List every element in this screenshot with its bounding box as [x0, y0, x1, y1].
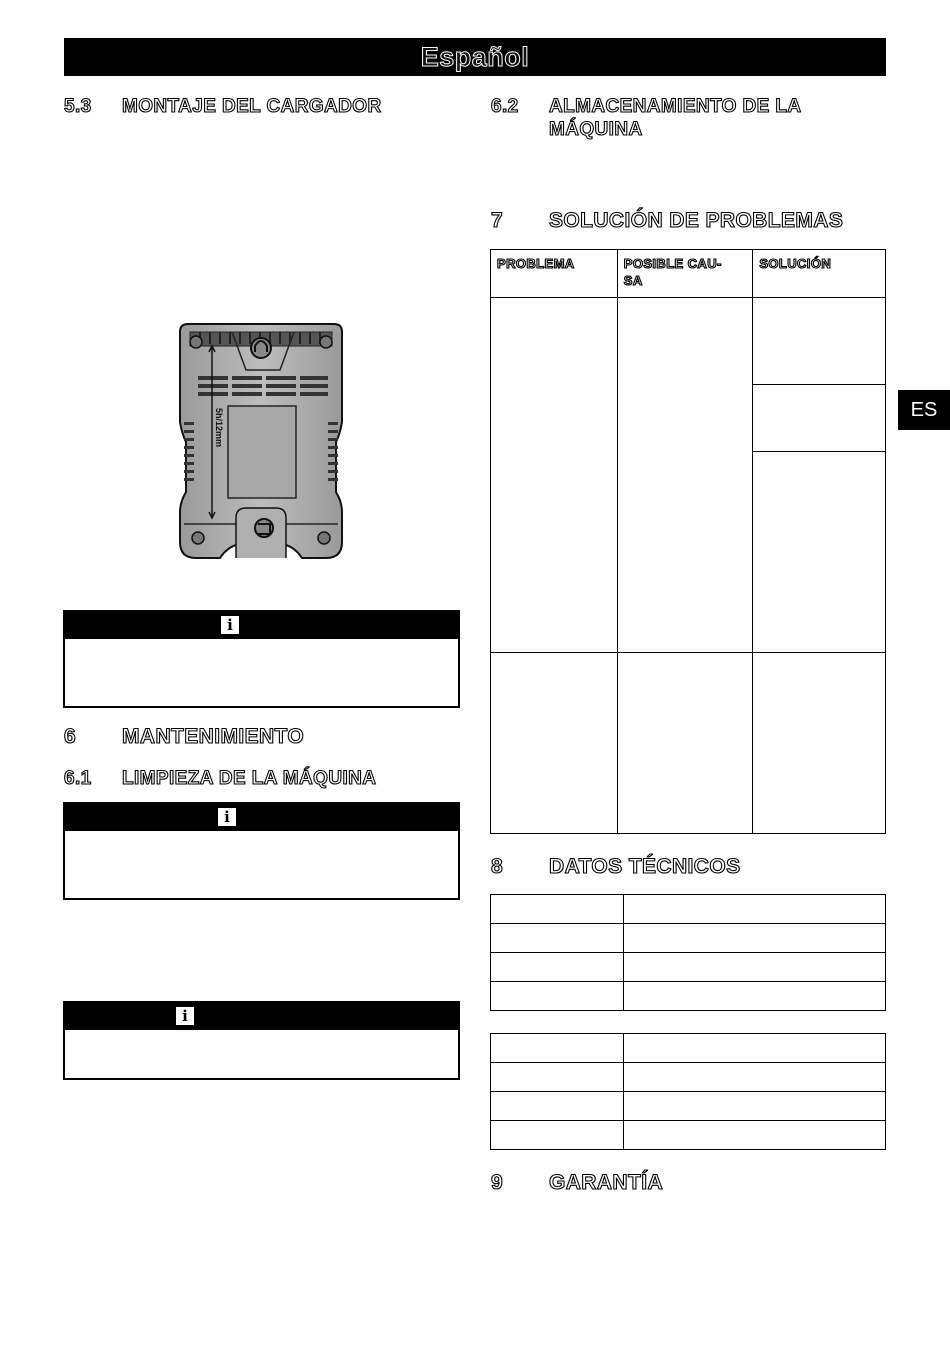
- section-heading-8: [491, 854, 886, 880]
- header-text: PROBLEMA: [497, 256, 575, 271]
- language-header-bar: [64, 38, 886, 76]
- section-title: LIMPIEZA DE LA MÁQUINA: [122, 768, 377, 789]
- language-title: Español: [420, 41, 530, 72]
- table-cell: [753, 385, 886, 452]
- language-side-tab: [898, 390, 950, 430]
- table-row: [491, 653, 886, 834]
- table-cell: [491, 982, 624, 1011]
- table-row: [491, 895, 886, 924]
- charger-illustration: [176, 322, 346, 562]
- notice-box: [63, 802, 460, 900]
- language-tab-label: ES: [910, 398, 938, 421]
- notice-header-bar: [65, 612, 458, 639]
- table-row: [491, 298, 886, 385]
- notice-box: [63, 610, 460, 708]
- table-cell: [623, 1092, 885, 1121]
- section-title: GARANTÍA: [549, 1171, 664, 1194]
- header-text: SOLUCIÓN: [759, 256, 832, 271]
- notice-header-bar: [65, 804, 458, 831]
- table-row: [491, 1034, 886, 1063]
- table-row: [491, 953, 886, 982]
- section-title-line1: ALMACENAMIENTO DE LA: [549, 96, 802, 117]
- section-number: 6.2: [491, 96, 519, 117]
- table-cell: [491, 653, 618, 834]
- section-title: DATOS TÉCNICOS: [549, 855, 741, 878]
- table-cell: [753, 452, 886, 653]
- table-cell: [623, 982, 885, 1011]
- section-number: 5.3: [64, 96, 92, 117]
- table-cell: [753, 653, 886, 834]
- table-header-solution: [753, 250, 886, 298]
- table-header-cause: [617, 250, 753, 298]
- table-row: [491, 982, 886, 1011]
- section-heading-6-2: [491, 95, 886, 143]
- header-text: POSIBLE CAU-: [623, 256, 722, 271]
- section-title: MONTAJE DEL CARGADOR: [122, 96, 382, 117]
- table-cell: [491, 1034, 624, 1063]
- charger-dimension-label: 5h/12mm: [214, 408, 224, 448]
- notice-box: [63, 1001, 460, 1080]
- header-text: SA: [623, 273, 643, 288]
- section-heading-6-1: [64, 767, 464, 791]
- table-row: [491, 924, 886, 953]
- info-icon: i: [176, 1007, 194, 1025]
- section-number: 6.1: [64, 768, 92, 789]
- table-cell: [623, 895, 885, 924]
- section-number: 8: [491, 855, 504, 878]
- table-header-row: [491, 250, 886, 298]
- section-title-line2: MÁQUINA: [549, 119, 643, 140]
- section-heading-9: [491, 1170, 886, 1196]
- section-number: 7: [491, 209, 504, 232]
- table-cell: [623, 1121, 885, 1150]
- section-title: MANTENIMIENTO: [122, 725, 305, 748]
- table-cell: [623, 953, 885, 982]
- table-cell: [623, 1034, 885, 1063]
- table-cell: [623, 1063, 885, 1092]
- table-cell: [491, 953, 624, 982]
- table-cell: [617, 653, 753, 834]
- table-cell: [753, 298, 886, 385]
- section-title: SOLUCIÓN DE PROBLEMAS: [549, 209, 844, 232]
- table-cell: [491, 1063, 624, 1092]
- section-number: 9: [491, 1171, 504, 1194]
- table-header-problem: [491, 250, 618, 298]
- table-cell: [491, 924, 624, 953]
- table-cell: [491, 895, 624, 924]
- info-icon: i: [218, 808, 236, 826]
- table-cell: [491, 1121, 624, 1150]
- section-heading-6: [64, 724, 464, 750]
- section-number: 6: [64, 725, 77, 748]
- table-row: [491, 1092, 886, 1121]
- table-cell: [623, 924, 885, 953]
- section-heading-5-3: [64, 95, 464, 119]
- spec-table: [490, 894, 886, 1011]
- table-row: [491, 1063, 886, 1092]
- table-row: [491, 1121, 886, 1150]
- table-cell: [617, 298, 753, 653]
- info-icon: i: [221, 616, 239, 634]
- section-heading-7: [491, 208, 886, 234]
- table-cell: [491, 1092, 624, 1121]
- spec-table: [490, 1033, 886, 1150]
- charger-drawing: [176, 322, 346, 562]
- troubleshooting-table: [490, 249, 886, 834]
- table-cell: [491, 298, 618, 653]
- notice-header-bar: [65, 1003, 458, 1030]
